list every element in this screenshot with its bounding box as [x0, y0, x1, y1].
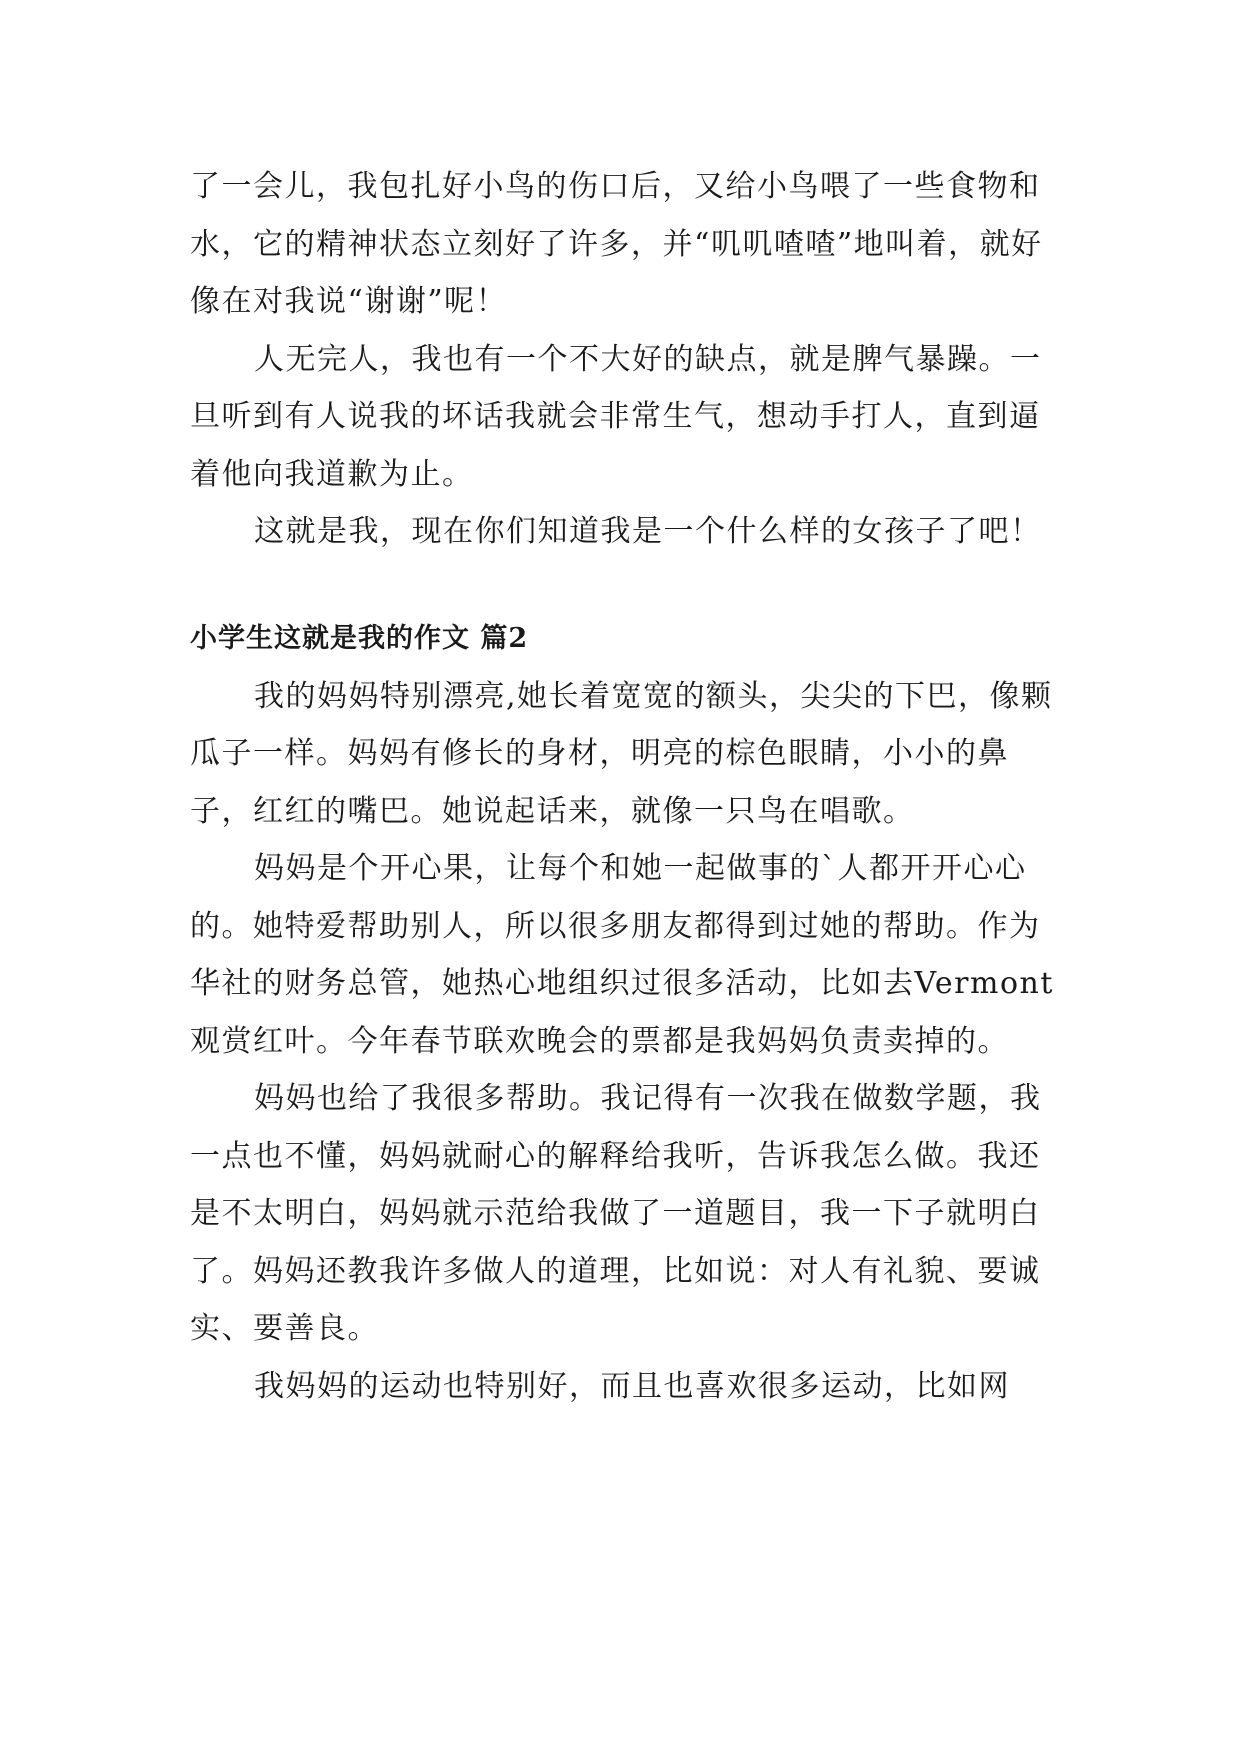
paragraph: 妈妈也给了我很多帮助。我记得有一次我在做数学题，我一点也不懂，妈妈就耐心的解释给我听，告诉我怎么做。我还是不太明白，妈妈就示范给我做了一道题目，我一下子就明白了。妈妈还教我许多做人的道理，比如说：对人有礼貌、要诚实、要善良。 — [190, 1081, 1042, 1346]
section-heading: 小学生这就是我的作文 篇2 — [190, 622, 529, 654]
section-spacer — [190, 561, 1060, 619]
paragraph-continued: 了一会儿，我包扎好小鸟的伤口后，又给小鸟喂了一些食物和水，它的精神状态立刻好了许多，并“叽叽喳喳”地叫着，就好像在对我说“谢谢”呢！ — [190, 169, 1043, 319]
paragraph: 人无完人，我也有一个不大好的缺点，就是脾气暴躁。一旦听到有人说我的坏话我就会非常生气，想动手打人，直到逼着他向我道歉为止。 — [190, 341, 1042, 492]
paragraph-continues: 我妈妈的运动也特别好，而且也喜欢很多运动，比如网 — [254, 1368, 1010, 1404]
paragraph: 这就是我，现在你们知道我是一个什么样的女孩子了吧！ — [254, 514, 1042, 549]
document-body — [190, 158, 1060, 1415]
paragraph: 妈妈是个开心果，让每个和她一起做事的`人都开开心心的。她特爱帮助别人，所以很多朋友都得到过她的帮助。作为华社的财务总管，她热心地组织过很多活动，比如去Vermont 观赏红叶。今年春节联欢晚会的票都是我妈妈负责卖掉的。 — [190, 851, 1054, 1059]
heading-spacer — [190, 659, 1060, 668]
paragraph: 我的妈妈特别漂亮,她长着宽宽的额头，尖尖的下巴，像颗瓜子一样。妈妈有修长的身材，明亮的棕色眼睛，小小的鼻子，红红的嘴巴。她说起话来，就像一只鸟在唱歌。 — [190, 678, 1053, 829]
